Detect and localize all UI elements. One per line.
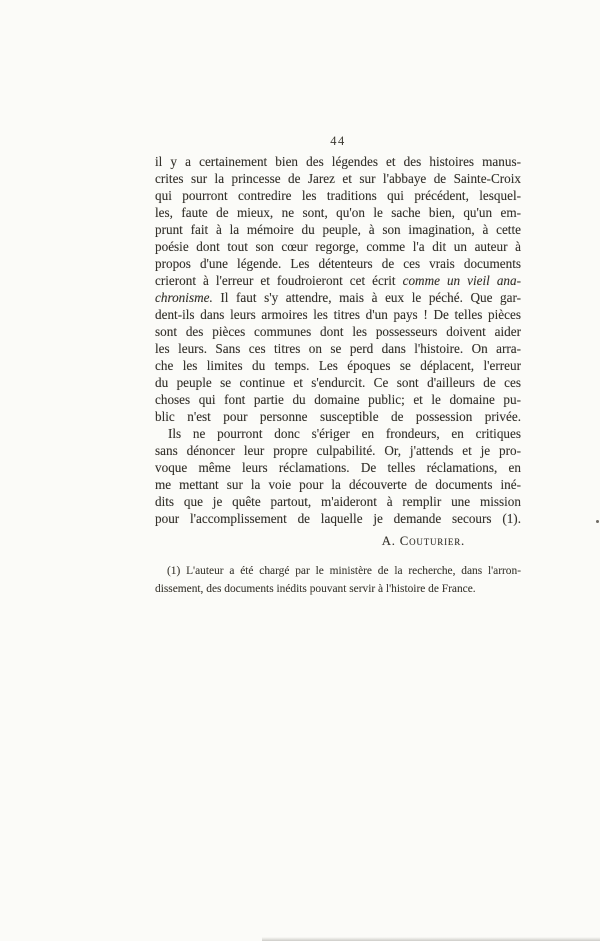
text-segment: il y a certainement bien des légendes et des histoires manus- (155, 154, 521, 169)
text-line (155, 391, 521, 408)
text-segment: che les limites du temps. Les époques se déplacent, l'erreur (155, 358, 521, 373)
text-line (155, 153, 521, 170)
text-line (155, 374, 521, 391)
footnote-line: dissement, des documents inédits pouvant servir à l'histoire de France. (155, 583, 476, 595)
italic-text: chronisme. (155, 290, 213, 305)
text-line (155, 459, 521, 476)
footnote (155, 562, 521, 598)
text-segment: du peuple se continue et s'endurcit. Ce sont d'ailleurs de ces (155, 375, 521, 390)
text-segment: sont des pièces communes dont les possesseurs doivent aider (155, 324, 521, 339)
body-text (155, 153, 521, 527)
text-line (155, 357, 521, 374)
text-segment: Ils ne pourront donc s'ériger en frondeurs, en critiques (168, 426, 521, 441)
text-line (155, 323, 521, 340)
text-segment: voque même leurs réclamations. De telles réclamations, en (155, 460, 521, 475)
text-line (155, 408, 521, 425)
text-segment: Il faut s'y attendre, mais à eux le péché. Que gar- (212, 290, 521, 305)
text-line (155, 170, 521, 187)
text-segment: qui pourront contredire les traditions qui précédent, lesquel- (155, 188, 521, 203)
text-segment: les, faute de mieux, ne sont, qu'on le sache bien, qu'un em- (155, 205, 521, 220)
text-line (155, 272, 521, 289)
text-line (155, 289, 521, 306)
text-segment: sans dénoncer leur propre culpabilité. Or, j'attends et je pro- (155, 443, 521, 458)
text-segment: les leurs. Sans ces titres on se perd dans l'histoire. On arra- (155, 341, 521, 356)
text-segment: dent-ils dans leurs armoires les titres d'un pays ! De telles pièces (155, 307, 521, 322)
text-line (155, 238, 521, 255)
text-line (155, 476, 521, 493)
text-line (155, 510, 521, 527)
text-line (155, 187, 521, 204)
text-segment: propos d'une légende. Les détenteurs de ces vrais documents (155, 256, 521, 271)
footnote-line: (1) L'auteur a été chargé par le ministère de la recherche, dans l'arron- (167, 565, 521, 577)
text-segment: me mettant sur la voie pour la découverte de documents iné- (155, 477, 521, 492)
text-line (155, 442, 521, 459)
text-segment: blic n'est pour personne susceptible de possession privée. (155, 409, 521, 424)
text-line (155, 255, 521, 272)
paragraph (155, 153, 521, 425)
signature: A. Couturier. (381, 534, 465, 548)
text-line (155, 493, 521, 510)
scan-speck (596, 520, 599, 523)
text-line (155, 306, 521, 323)
text-block (155, 153, 521, 598)
text-line (155, 340, 521, 357)
text-line (155, 425, 521, 442)
text-segment: prunt fait à la mémoire du peuple, à son imagination, à cette (155, 222, 521, 237)
paragraph (155, 425, 521, 527)
text-line (155, 221, 521, 238)
text-segment: choses qui font partie du domaine public; et le domaine pu- (155, 392, 521, 407)
scan-edge-shadow (262, 937, 600, 941)
text-segment: crites sur la princesse de Jarez et sur l'abbaye de Sainte-Croix (155, 171, 521, 186)
text-segment: poésie dont tout son cœur regorge, comme l'a dit un auteur à (155, 239, 521, 254)
text-line (155, 204, 521, 221)
italic-text: comme un vieil ana- (402, 273, 521, 288)
text-segment: dits que je quête partout, m'aideront à remplir une mission (155, 494, 521, 509)
page-number: 44 (330, 134, 346, 148)
text-segment: crieront à l'erreur et foudroieront cet écrit (155, 273, 403, 288)
text-segment: pour l'accomplissement de laquelle je demande secours (1). (155, 511, 521, 526)
